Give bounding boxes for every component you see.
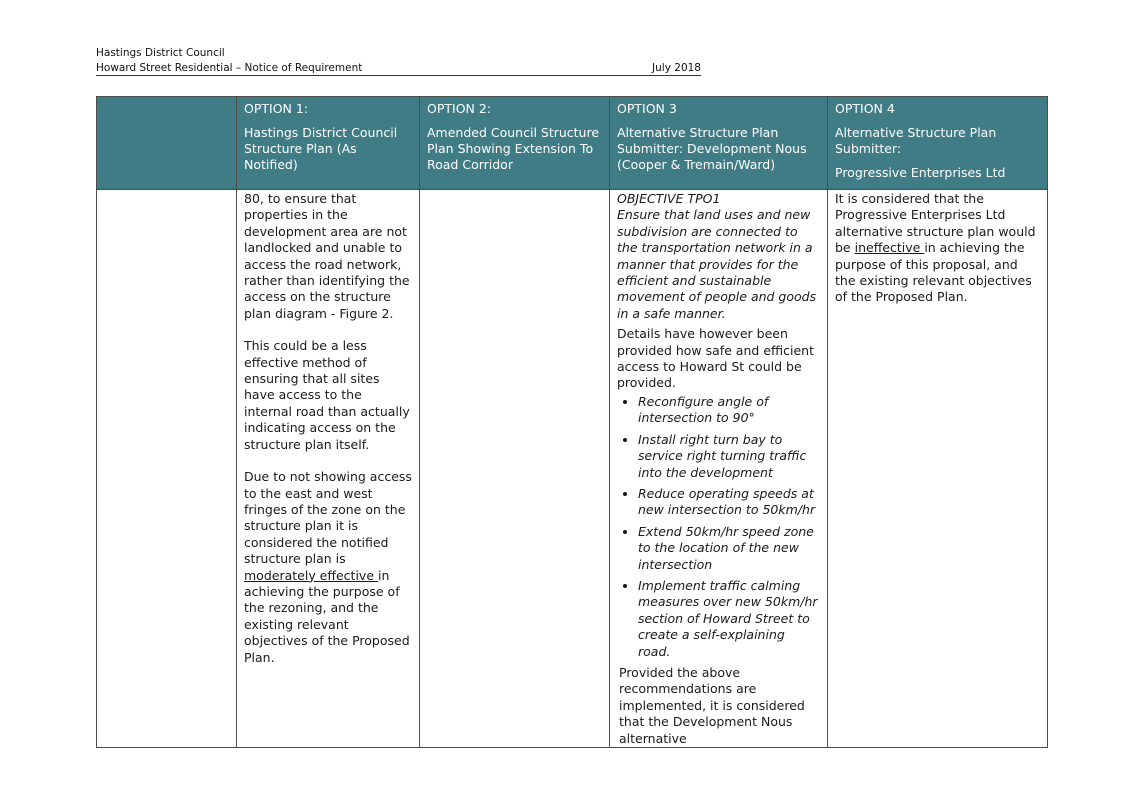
header-doc-title: [96, 62, 701, 74]
option-2-label: OPTION 2:: [427, 101, 492, 116]
doc-date: July 2018: [652, 62, 701, 74]
options-body-row: [97, 190, 1048, 748]
header-rule: [96, 75, 701, 76]
objective-text: Ensure that land uses and new subdivision are connected to the transportation network in a manner that provides for the efficient and sustainable movement of people and goods in a safe manner.: [617, 207, 817, 321]
conclusion-text: Provided the above recommendations are implemented, it is considered that the Development Nous alternative: [619, 664, 805, 746]
doc-title: Howard Street Residential – Notice of Requirement: [96, 62, 363, 74]
option-4-title: Alternative Structure Plan Submitter:: [835, 125, 997, 156]
header-org: Hastings District Council: [96, 47, 225, 59]
option-1-title: Hastings District Council Structure Plan (As Notified): [244, 125, 398, 172]
option-2-cell: [420, 190, 610, 748]
option-3-title: Alternative Structure Plan Submitter: Development Nous (Cooper & Tremain/Ward): [617, 125, 807, 172]
options-table: [96, 96, 1048, 748]
effectiveness-rating: moderately effective: [244, 567, 378, 583]
option-4-cell: [828, 190, 1048, 748]
option-1-paragraph: [244, 469, 413, 666]
option-1-conclusion-start: Due to not showing access to the east and west fringes of the zone on the structure plan it is considered the notified structure plan is: [244, 469, 412, 567]
options-header-row: [97, 97, 1048, 190]
option-3-cell: [610, 190, 828, 748]
list-item: • Extend 50km/hr speed zone to the location of the new intersection: [638, 524, 821, 573]
option-1-cell: [237, 190, 420, 748]
header-blank-cell: [97, 97, 237, 190]
option-1-conclusion-end: in achieving the purpose of the rezoning, and the existing relevant objectives of the Proposed Plan.: [244, 567, 410, 665]
details-text: Details have however been provided how safe and efficient access to Howard St could be provided.: [617, 326, 814, 391]
option-4-header: [828, 97, 1048, 190]
effectiveness-rating: ineffective: [854, 240, 925, 256]
list-item: • Reduce operating speeds at new intersection to 50km/hr: [638, 486, 821, 519]
option-2-header: [420, 97, 610, 190]
option-1-paragraph: This could be a less effective method of ensuring that all sites have access to the internal road than actually indicating access on the structure plan itself.: [244, 338, 410, 452]
option-4-text-end: in achieving the purpose of this proposal, and the existing relevant objectives of the Proposed Plan.: [835, 240, 1032, 305]
option-1-header: [237, 97, 420, 190]
option-1-paragraph: 80, to ensure that properties in the development area are not landlocked and unable to access the road network, rather than identifying the access on the structure plan diagram - Figure 2.: [244, 191, 410, 321]
option-3-header: [610, 97, 828, 190]
option-2-title: Amended Council Structure Plan Showing Extension To Road Corridor: [427, 125, 600, 172]
option-4-label: OPTION 4: [835, 101, 895, 116]
option-1-label: OPTION 1:: [244, 101, 309, 116]
option-3-label: OPTION 3: [617, 101, 677, 116]
row-label-cell: [97, 190, 237, 748]
option-4-subtitle: Progressive Enterprises Ltd: [835, 165, 1006, 180]
list-item: • Reconfigure angle of intersection to 90°: [638, 394, 821, 427]
recommendations-list: [617, 394, 821, 660]
list-item: • Install right turn bay to service right turning traffic into the development: [638, 432, 821, 481]
list-item: • Implement traffic calming measures over new 50km/hr section of Howard Street to create a self-explaining road.: [638, 578, 821, 660]
option-4-text-start: It is considered that the Progressive Enterprises Ltd alternative structure plan would be: [835, 191, 1036, 256]
option-4-paragraph: [835, 191, 1041, 306]
objective-title: OBJECTIVE TPO1: [617, 191, 721, 206]
